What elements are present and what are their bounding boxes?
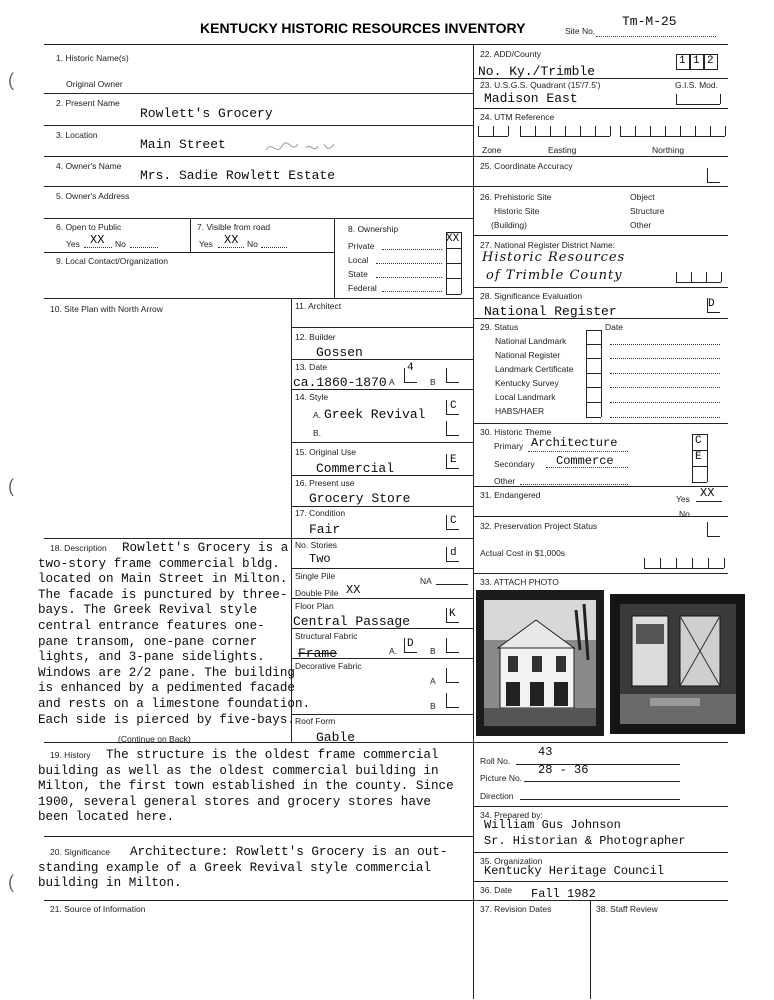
f7-no: No xyxy=(247,239,258,249)
f8-box-line xyxy=(446,294,461,295)
utm-northing-ticks xyxy=(620,124,725,137)
f22-code1: 1 xyxy=(679,55,686,67)
utm-northing: Northing xyxy=(652,145,685,155)
double-pile-label: Double Pile xyxy=(295,588,339,598)
date-value: ca.1860-1870 xyxy=(293,375,387,390)
f15-label: 15. Original Use xyxy=(295,447,356,457)
rule xyxy=(44,538,291,539)
rule xyxy=(473,486,728,487)
f6-no-line xyxy=(130,247,158,248)
date-line xyxy=(520,900,620,901)
f30-box-side xyxy=(692,434,693,482)
f29-label: 29. Status xyxy=(480,322,519,332)
actual-cost-ticks xyxy=(644,556,724,569)
rule xyxy=(590,900,591,999)
f13-label: 13. Date xyxy=(295,362,328,372)
rule xyxy=(473,235,728,236)
f4-label: 4. Owner's Name xyxy=(56,161,122,171)
f8-local: Local xyxy=(348,255,369,265)
prepared-by-name: William Gus Johnson xyxy=(484,818,621,832)
rule xyxy=(44,900,473,901)
f8-box-line xyxy=(446,248,461,249)
f26-building-text: Building xyxy=(493,220,525,230)
f22-code3: 2 xyxy=(707,55,714,67)
f31-line xyxy=(696,501,722,502)
f8-dots xyxy=(376,277,442,278)
rule xyxy=(291,506,473,507)
status-item: Kentucky Survey xyxy=(495,378,559,388)
location-value: Main Street xyxy=(140,137,226,152)
f34-label: 34. Prepared by: xyxy=(480,810,543,820)
f6-yes-line xyxy=(84,247,112,248)
punch-hole: ( xyxy=(8,70,14,90)
decorative-a-box xyxy=(446,668,459,683)
status-item: Landmark Certificate xyxy=(495,364,574,374)
rule xyxy=(44,93,473,94)
f29-box-side xyxy=(601,330,602,417)
add-county-value: No. Ky./Trimble xyxy=(478,64,596,79)
rule xyxy=(44,298,473,299)
description-text: Rowlett's Grocery is a two-story frame commercial bldg. located on Main Street in Milton. The facade is punctured by three- bays. The Greek Revival style central entrance features one- pane transom, one-pane corner lights, and 3-pane sidelights. Windows are 2/2 pane. The building is enhanced by a pedimented facade and rests on a limestone foundation. Each side is pierced by five-bays. xyxy=(38,541,311,727)
date-prepared-value: Fall 1982 xyxy=(531,887,596,901)
rule xyxy=(190,218,191,252)
f15-code: E xyxy=(450,454,457,466)
endangered-yes-value: XX xyxy=(700,486,715,500)
structural-value: Frame xyxy=(298,646,338,661)
f7-yes: Yes xyxy=(199,239,213,249)
rule xyxy=(473,287,728,288)
status-date-line xyxy=(610,387,720,388)
builder-value: Gossen xyxy=(316,345,363,360)
f30-label: 30. Historic Theme xyxy=(480,427,552,437)
f8-box-line xyxy=(446,278,461,279)
picture-value: 28 - 36 xyxy=(538,763,589,777)
direction-line xyxy=(520,799,680,800)
floor-plan-code: K xyxy=(449,608,456,620)
f7-yes-line xyxy=(218,247,244,248)
condition-value: Fair xyxy=(309,522,341,537)
f28-code: D xyxy=(708,298,715,310)
f8-dots xyxy=(382,249,442,250)
f17-label: 17. Condition xyxy=(295,508,346,518)
rule xyxy=(44,186,473,187)
f14-a: A. xyxy=(313,410,322,420)
f13-a-value: 4 xyxy=(407,362,414,374)
f30-secondary: Secondary xyxy=(494,459,535,469)
rule xyxy=(44,156,473,157)
floor-plan-value: Central Passage xyxy=(293,614,411,629)
present-use-value: Grocery Store xyxy=(309,491,411,506)
f13-b: B xyxy=(430,377,436,387)
significance-text: Architecture: Rowlett's Grocery is an out- standing example of a Greek Revival style commercial building in Milton. xyxy=(38,845,448,891)
f2-label: 2. Present Name xyxy=(56,98,120,108)
punch-hole: ( xyxy=(8,476,14,496)
f31-label: 31. Endangered xyxy=(480,490,541,500)
rule xyxy=(44,44,728,45)
structural-b-box xyxy=(446,638,459,653)
utm-zone: Zone xyxy=(482,145,502,155)
decorative-b-box xyxy=(446,693,459,708)
f27-ticks xyxy=(676,270,721,283)
site-no-line xyxy=(596,36,716,37)
f30-line xyxy=(520,484,628,485)
entrance-photo xyxy=(610,594,745,734)
owner-name-value: Mrs. Sadie Rowlett Estate xyxy=(140,168,336,183)
rule xyxy=(44,836,473,837)
f30-box-line xyxy=(692,482,707,483)
roof-label: Roof Form xyxy=(295,716,336,726)
double-pile-value: XX xyxy=(346,583,361,597)
rule xyxy=(44,742,473,743)
status-item: HABS/HAER xyxy=(495,406,545,416)
gis-ticks xyxy=(676,92,720,105)
f26-object: Object xyxy=(630,192,655,202)
rule xyxy=(291,442,473,443)
f31-yes: Yes xyxy=(676,494,690,504)
rule xyxy=(473,881,728,882)
f6-label: 6. Open to Public xyxy=(56,222,122,232)
f30-box-side xyxy=(707,434,708,482)
status-date-line xyxy=(610,344,720,345)
f6-yes-value: XX xyxy=(90,233,105,247)
direction-label: Direction xyxy=(480,791,514,801)
primary-theme-value: Architecture xyxy=(531,436,618,450)
f26-label: 26. Prehistoric Site xyxy=(480,192,552,202)
status-item: National Register xyxy=(495,350,561,360)
present-name-value: Rowlett's Grocery xyxy=(140,106,273,121)
handwritten-scribble xyxy=(262,136,342,160)
single-pile-line xyxy=(436,584,468,585)
style-value: Greek Revival xyxy=(324,407,426,422)
f30-line xyxy=(528,451,628,452)
f32-box xyxy=(707,522,720,537)
rule xyxy=(473,423,728,424)
stories-code: d xyxy=(450,547,457,559)
roll-value: 43 xyxy=(538,745,553,759)
f6-no: No xyxy=(115,239,126,249)
status-date-line xyxy=(610,402,720,403)
f8-label: 8. Ownership xyxy=(348,224,399,234)
structural-b: B xyxy=(430,646,436,656)
f30-other: Other xyxy=(494,476,516,486)
f8-box-line xyxy=(446,263,461,264)
f29-box-line xyxy=(586,387,601,388)
f26-other: Other xyxy=(630,220,652,230)
f8-state: State xyxy=(348,269,368,279)
rule xyxy=(44,252,334,253)
rule xyxy=(291,538,473,539)
f27-label: 27. National Register District Name: xyxy=(480,240,616,250)
f22-label: 22. ADD/County xyxy=(480,49,541,59)
f11-label: 11. Architect xyxy=(295,301,342,311)
f36-label: 36. Date xyxy=(480,885,513,895)
rule xyxy=(473,108,728,109)
f6-yes: Yes xyxy=(66,239,80,249)
decorative-label: Decorative Fabric xyxy=(295,661,362,671)
structural-a-code: D xyxy=(407,638,414,650)
structural-label: Structural Fabric xyxy=(295,631,358,641)
single-pile-na: NA xyxy=(420,576,432,586)
f8-private-value: XX xyxy=(446,233,460,245)
f29-box-line xyxy=(586,417,601,418)
stories-value: Two xyxy=(309,552,331,566)
f30-line xyxy=(546,467,628,468)
f26-historic: Historic Site xyxy=(494,206,540,216)
actual-cost-label: Actual Cost in $1,000s xyxy=(480,548,566,558)
status-item: Local Landmark xyxy=(495,392,556,402)
prepared-by-title: Sr. Historian & Photographer xyxy=(484,834,686,848)
rule xyxy=(291,568,473,569)
f14-b: B. xyxy=(313,428,322,438)
f9-label: 9. Local Contact/Organization xyxy=(56,256,168,266)
f21-label: 21. Source of Information xyxy=(50,904,146,914)
f29-box-line xyxy=(586,358,601,359)
f18-label: 18. Description xyxy=(50,543,107,553)
rule xyxy=(473,573,728,574)
f13-a: A xyxy=(389,377,395,387)
f29-date: Date xyxy=(605,322,623,332)
f22-code2: 1 xyxy=(693,55,700,67)
roll-label: Roll No. xyxy=(480,756,511,766)
f25-box xyxy=(707,168,720,183)
rule xyxy=(334,218,335,298)
floor-plan-label: Floor Plan xyxy=(295,601,334,611)
f29-box-line xyxy=(586,344,601,345)
f38-label: 38. Staff Review xyxy=(596,904,658,914)
f32-label: 32. Preservation Project Status xyxy=(480,521,598,531)
decorative-a: A xyxy=(430,676,436,686)
quadrant-value: Madison East xyxy=(484,91,578,106)
form-title: KENTUCKY HISTORIC RESOURCES INVENTORY xyxy=(200,20,526,36)
building-photo xyxy=(476,590,604,736)
f17-code: C xyxy=(450,515,457,527)
decorative-b: B xyxy=(430,701,436,711)
f26-building: (Building) xyxy=(491,220,527,230)
district-handwritten-2: of Trimble County xyxy=(486,268,623,283)
f30-secondary-code: E xyxy=(695,451,702,463)
f8-dots xyxy=(382,291,442,292)
status-date-line xyxy=(610,417,720,418)
f29-box-line xyxy=(586,373,601,374)
f8-private: Private xyxy=(348,241,375,251)
f5-label: 5. Owner's Address xyxy=(56,191,130,201)
rule xyxy=(44,125,473,126)
f8-dots xyxy=(376,263,442,264)
f8-federal: Federal xyxy=(348,283,377,293)
f8-box-side xyxy=(461,232,462,294)
f30-primary: Primary xyxy=(494,441,524,451)
rule xyxy=(473,742,728,743)
f19-label: 19. History xyxy=(50,750,91,760)
roof-value: Gable xyxy=(316,730,356,745)
picture-label: Picture No. xyxy=(480,773,523,783)
site-no-value: Tm-M-25 xyxy=(622,14,677,29)
utm-easting-ticks xyxy=(520,124,610,137)
f30-box-line xyxy=(692,466,707,467)
f20-label: 20. Significance xyxy=(50,847,111,857)
f7-no-line xyxy=(261,247,287,248)
rule xyxy=(291,598,473,599)
f7-label: 7. Visible from road xyxy=(197,222,271,232)
f29-box-line xyxy=(586,330,601,331)
stories-label: No. Stories xyxy=(295,540,338,550)
rule xyxy=(473,156,728,157)
status-date-line xyxy=(610,358,720,359)
utm-easting: Easting xyxy=(548,145,577,155)
f1-label: 1. Historic Name(s) xyxy=(56,53,129,63)
f31-no: No xyxy=(679,509,690,519)
history-text: The structure is the oldest frame commercial building as well as the oldest commercial building in Milton, the first town established in the county. Since 1900, several general stores and grocery stores have been located here. xyxy=(38,748,454,825)
rule xyxy=(44,218,473,219)
secondary-theme-value: Commerce xyxy=(556,454,614,468)
significance-eval-value: National Register xyxy=(484,304,617,319)
f12-label: 12. Builder xyxy=(295,332,336,342)
f33-label: 33. ATTACH PHOTO xyxy=(480,577,559,587)
f25-label: 25. Coordinate Accuracy xyxy=(480,161,573,171)
f14-a-code: C xyxy=(450,400,457,412)
f7-yes-value: XX xyxy=(224,233,239,247)
punch-hole: ( xyxy=(8,872,14,892)
f24-label: 24. UTM Reference xyxy=(480,112,555,122)
f13-b-box xyxy=(446,368,459,383)
district-handwritten: Historic Resources xyxy=(482,250,626,265)
structural-a: A. xyxy=(389,646,398,656)
f16p-label: 16. Present use xyxy=(295,478,355,488)
rule xyxy=(291,714,473,715)
gis-label: G.I.S. Mod. xyxy=(675,80,718,90)
f23-label: 23. U.S.G.S. Quadrant (15'/7.5') xyxy=(480,80,601,90)
f29-box-line xyxy=(586,402,601,403)
f30-primary-code: C xyxy=(695,435,702,447)
rule xyxy=(473,44,474,999)
f35-label: 35. Organization xyxy=(480,856,543,866)
utm-zone-ticks xyxy=(478,124,508,137)
f3-label: 3. Location xyxy=(56,130,98,140)
picture-line xyxy=(524,781,680,782)
f14-b-box xyxy=(446,421,459,436)
organization-value: Kentucky Heritage Council xyxy=(484,864,665,878)
f1-owner-label: Original Owner xyxy=(66,79,123,89)
f14-label: 14. Style xyxy=(295,392,329,402)
single-pile-label: Single Pile xyxy=(295,571,336,581)
site-no-label: Site No. xyxy=(565,26,596,36)
rule xyxy=(473,852,728,853)
f10-label: 10. Site Plan with North Arrow xyxy=(50,304,163,314)
rule xyxy=(473,186,728,187)
original-use-value: Commercial xyxy=(316,461,395,476)
f37-label: 37. Revision Dates xyxy=(480,904,552,914)
rule xyxy=(291,327,473,328)
continue-on-back: (Continue on Back) xyxy=(118,734,191,744)
f28-label: 28. Significance Evaluation xyxy=(480,291,583,301)
status-date-line xyxy=(610,373,720,374)
rule xyxy=(473,806,728,807)
status-item: National Landmark xyxy=(495,336,567,346)
f26-structure: Structure xyxy=(630,206,665,216)
